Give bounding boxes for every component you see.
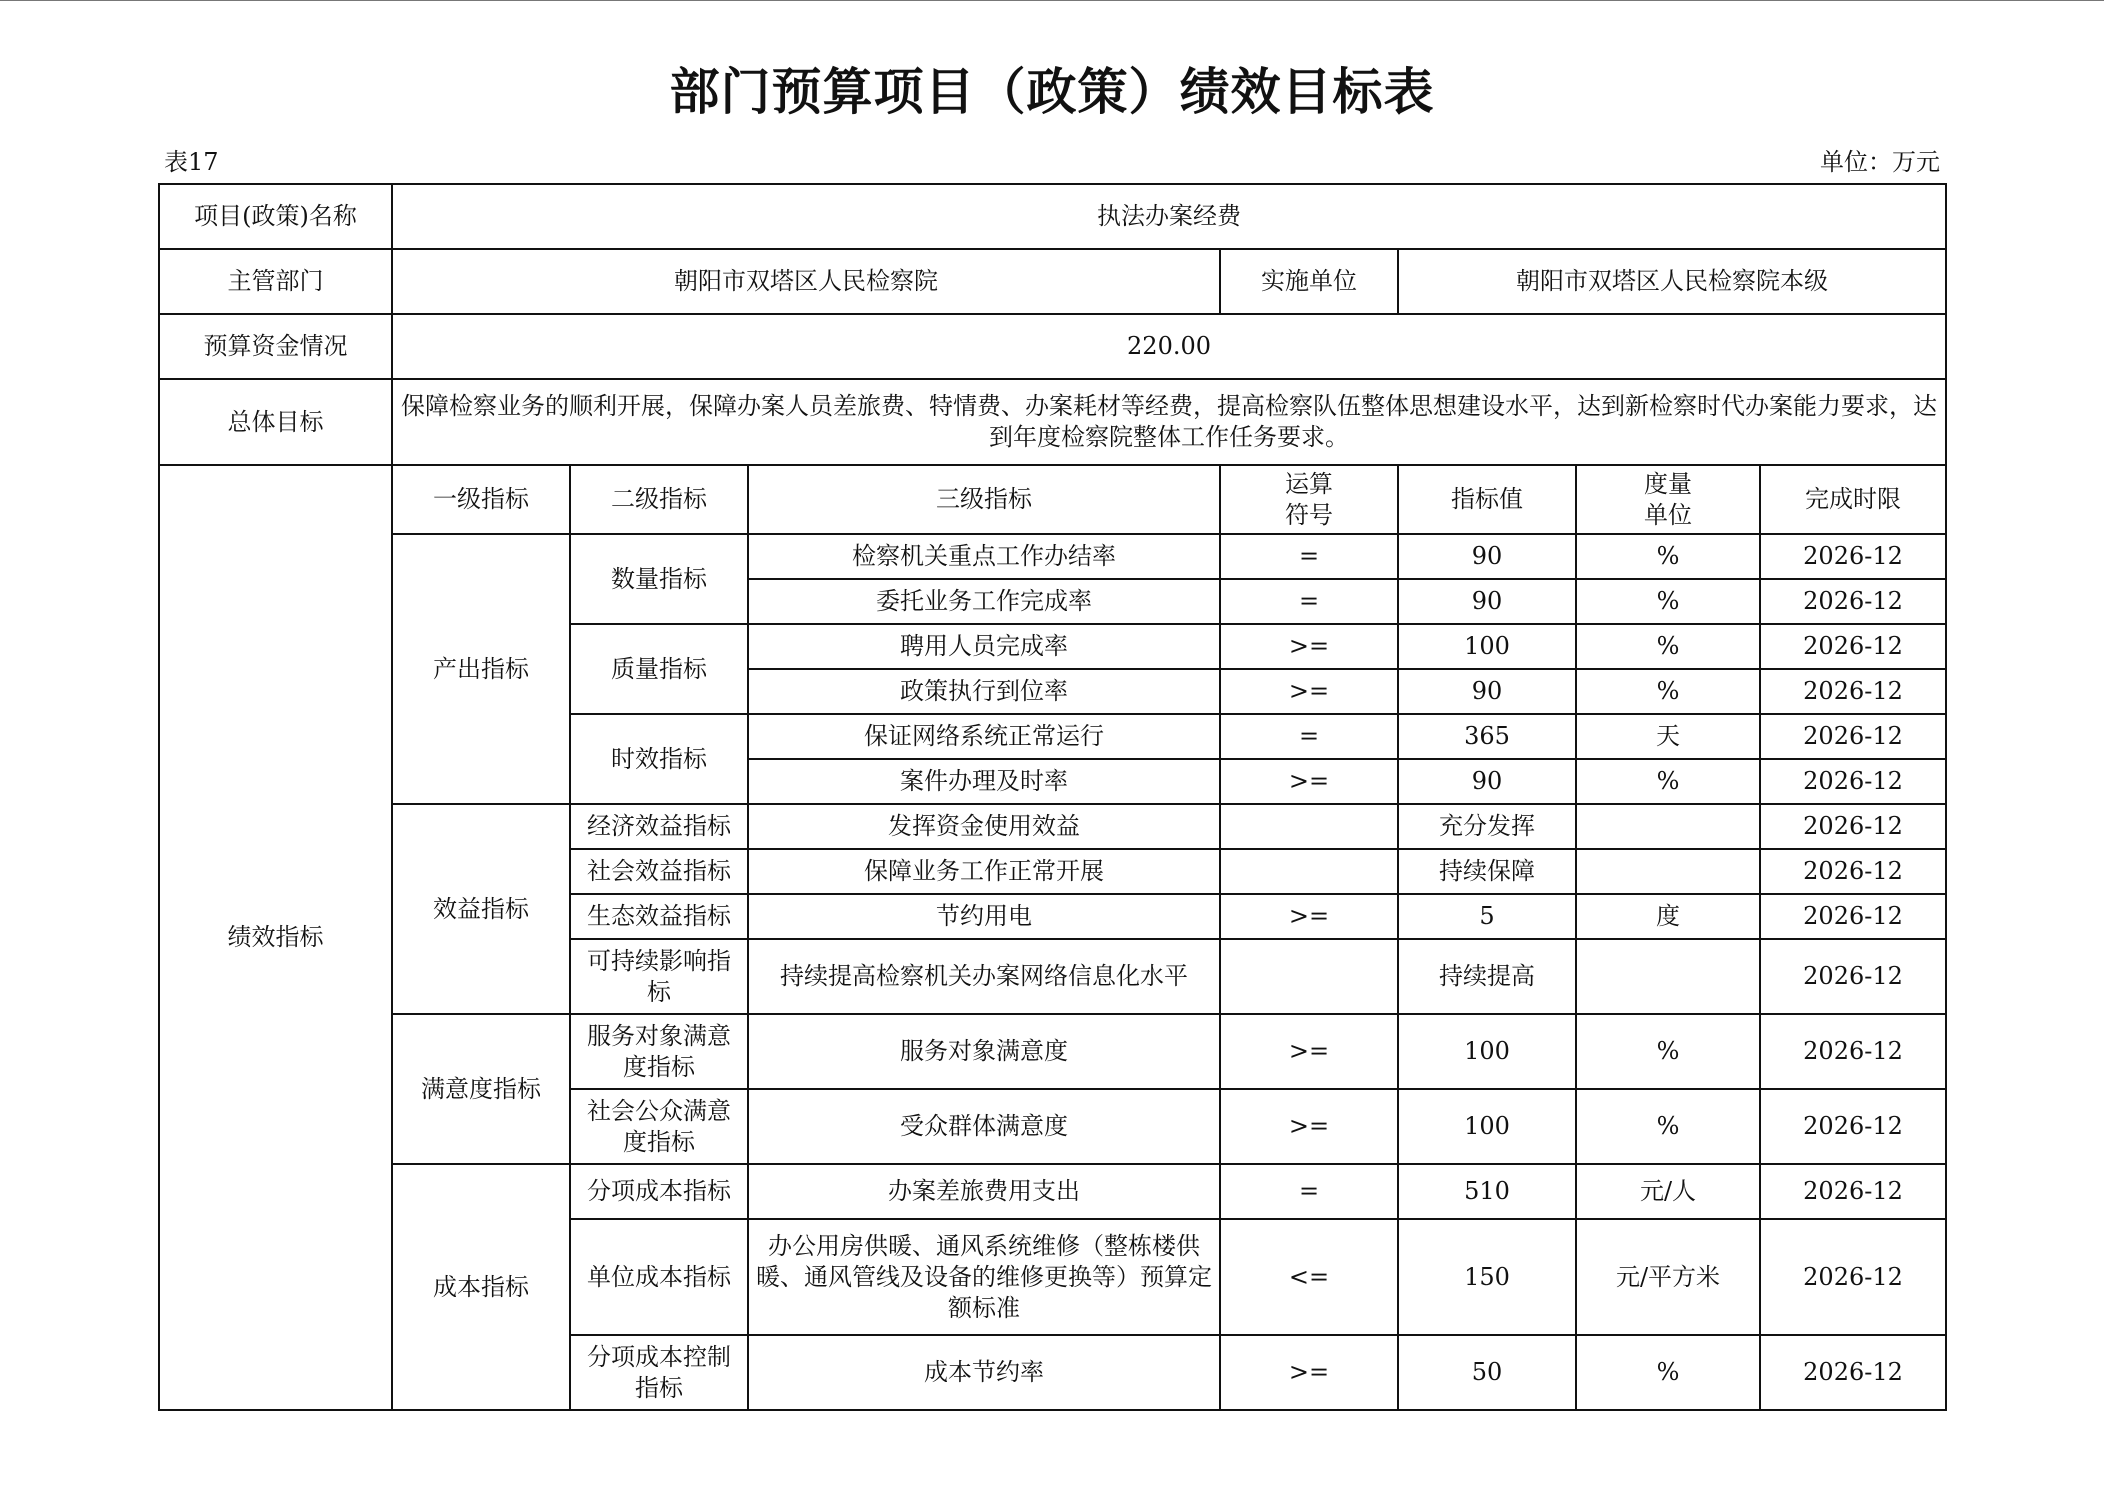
target-value-cell: 90 [1398,759,1576,804]
measure-unit-cell: % [1576,579,1760,624]
target-value-cell: 90 [1398,534,1576,579]
department-label: 主管部门 [159,249,392,314]
level2-indicator: 生态效益指标 [570,894,748,939]
target-value-cell: 5 [1398,894,1576,939]
measure-unit-cell [1576,939,1760,1014]
level3-indicator: 聘用人员完成率 [748,624,1220,669]
operator-cell: >= [1220,624,1398,669]
deadline-cell: 2026-12 [1760,1089,1946,1164]
measure-unit-cell: % [1576,1089,1760,1164]
operator-cell [1220,804,1398,849]
measure-unit-cell [1576,804,1760,849]
row-overall-goal [159,379,1946,465]
level2-indicator: 服务对象满意度指标 [570,1014,748,1089]
level3-indicator: 办案差旅费用支出 [748,1164,1220,1219]
deadline-cell: 2026-12 [1760,669,1946,714]
level3-indicator: 节约用电 [748,894,1220,939]
target-value-cell: 510 [1398,1164,1576,1219]
implementing-unit-value: 朝阳市双塔区人民检察院本级 [1398,249,1946,314]
measure-unit-cell: % [1576,534,1760,579]
header-unit: 度量单位 [1576,465,1760,534]
implementing-unit-label: 实施单位 [1220,249,1398,314]
measure-unit-cell: % [1576,624,1760,669]
level2-indicator: 可持续影响指标 [570,939,748,1014]
level1-indicator: 成本指标 [392,1164,570,1410]
operator-cell: = [1220,579,1398,624]
deadline-cell: 2026-12 [1760,849,1946,894]
measure-unit-cell: 天 [1576,714,1760,759]
deadline-cell: 2026-12 [1760,1014,1946,1089]
header-level3: 三级指标 [748,465,1220,534]
operator-cell: >= [1220,759,1398,804]
budget-label: 预算资金情况 [159,314,392,379]
measure-unit-cell: % [1576,759,1760,804]
level1-indicator: 效益指标 [392,804,570,1014]
deadline-cell: 2026-12 [1760,894,1946,939]
project-name-value: 执法办案经费 [392,184,1946,249]
measure-unit-cell: % [1576,669,1760,714]
measure-unit-cell: 度 [1576,894,1760,939]
level2-indicator: 经济效益指标 [570,804,748,849]
header-operator: 运算符号 [1220,465,1398,534]
deadline-cell: 2026-12 [1760,1335,1946,1410]
target-value-cell: 150 [1398,1219,1576,1335]
indicator-row [159,1014,1946,1089]
target-value-cell: 充分发挥 [1398,804,1576,849]
operator-cell: = [1220,1164,1398,1219]
level3-indicator: 持续提高检察机关办案网络信息化水平 [748,939,1220,1014]
level2-indicator: 社会公众满意度指标 [570,1089,748,1164]
level3-indicator: 受众群体满意度 [748,1089,1220,1164]
row-department [159,249,1946,314]
target-value-cell: 50 [1398,1335,1576,1410]
deadline-cell: 2026-12 [1760,624,1946,669]
deadline-cell: 2026-12 [1760,759,1946,804]
header-value: 指标值 [1398,465,1576,534]
target-value-cell: 100 [1398,1014,1576,1089]
target-value-cell: 持续保障 [1398,849,1576,894]
level1-indicator: 满意度指标 [392,1014,570,1164]
level1-indicator: 产出指标 [392,534,570,804]
operator-cell: >= [1220,1089,1398,1164]
operator-cell: >= [1220,1335,1398,1410]
indicator-row [159,804,1946,849]
level3-indicator: 案件办理及时率 [748,759,1220,804]
measure-unit-cell: 元/平方米 [1576,1219,1760,1335]
page-top-border [0,0,2104,1]
level2-indicator: 单位成本指标 [570,1219,748,1335]
level3-indicator: 保证网络系统正常运行 [748,714,1220,759]
level2-indicator: 分项成本控制指标 [570,1335,748,1410]
deadline-cell: 2026-12 [1760,1164,1946,1219]
overall-goal-label: 总体目标 [159,379,392,465]
measure-unit-cell: 元/人 [1576,1164,1760,1219]
measure-unit-cell: % [1576,1014,1760,1089]
deadline-cell: 2026-12 [1760,579,1946,624]
row-budget [159,314,1946,379]
measure-unit-cell [1576,849,1760,894]
unit-label: 单位：万元 [1820,148,1940,176]
level2-indicator: 社会效益指标 [570,849,748,894]
indicator-header-row [159,465,1946,534]
target-value-cell: 90 [1398,579,1576,624]
operator-cell: >= [1220,669,1398,714]
deadline-cell: 2026-12 [1760,939,1946,1014]
header-level1: 一级指标 [392,465,570,534]
operator-cell: >= [1220,1014,1398,1089]
level2-indicator: 质量指标 [570,624,748,714]
header-level2: 二级指标 [570,465,748,534]
level2-indicator: 时效指标 [570,714,748,804]
operator-cell: <= [1220,1219,1398,1335]
operator-cell: >= [1220,894,1398,939]
level2-indicator: 分项成本指标 [570,1164,748,1219]
operator-cell [1220,849,1398,894]
target-value-cell: 100 [1398,624,1576,669]
header-deadline: 完成时限 [1760,465,1946,534]
table-number: 表17 [164,148,219,176]
performance-target-table [158,183,1947,1411]
budget-value: 220.00 [392,314,1946,379]
target-value-cell: 365 [1398,714,1576,759]
target-value-cell: 100 [1398,1089,1576,1164]
operator-cell [1220,939,1398,1014]
level3-indicator: 委托业务工作完成率 [748,579,1220,624]
level3-indicator: 成本节约率 [748,1335,1220,1410]
target-value-cell: 持续提高 [1398,939,1576,1014]
indicator-row [159,534,1946,579]
deadline-cell: 2026-12 [1760,534,1946,579]
deadline-cell: 2026-12 [1760,714,1946,759]
indicator-row [159,1164,1946,1219]
overall-goal-value: 保障检察业务的顺利开展，保障办案人员差旅费、特情费、办案耗材等经费，提高检察队伍整体思想建设水平，达到新检察时代办案能力要求，达到年度检察院整体工作任务要求。 [392,379,1946,465]
operator-cell: = [1220,714,1398,759]
operator-cell: = [1220,534,1398,579]
department-value: 朝阳市双塔区人民检察院 [392,249,1220,314]
row-project-name [159,184,1946,249]
target-value-cell: 90 [1398,669,1576,714]
deadline-cell: 2026-12 [1760,1219,1946,1335]
level3-indicator: 服务对象满意度 [748,1014,1220,1089]
project-name-label: 项目(政策)名称 [159,184,392,249]
performance-indicator-label: 绩效指标 [159,465,392,1410]
measure-unit-cell: % [1576,1335,1760,1410]
level3-indicator: 政策执行到位率 [748,669,1220,714]
level3-indicator: 办公用房供暖、通风系统维修（整栋楼供暖、通风管线及设备的维修更换等）预算定额标准 [748,1219,1220,1335]
level3-indicator: 发挥资金使用效益 [748,804,1220,849]
level3-indicator: 检察机关重点工作办结率 [748,534,1220,579]
deadline-cell: 2026-12 [1760,804,1946,849]
page-title: 部门预算项目（政策）绩效目标表 [669,63,1435,121]
level3-indicator: 保障业务工作正常开展 [748,849,1220,894]
level2-indicator: 数量指标 [570,534,748,624]
